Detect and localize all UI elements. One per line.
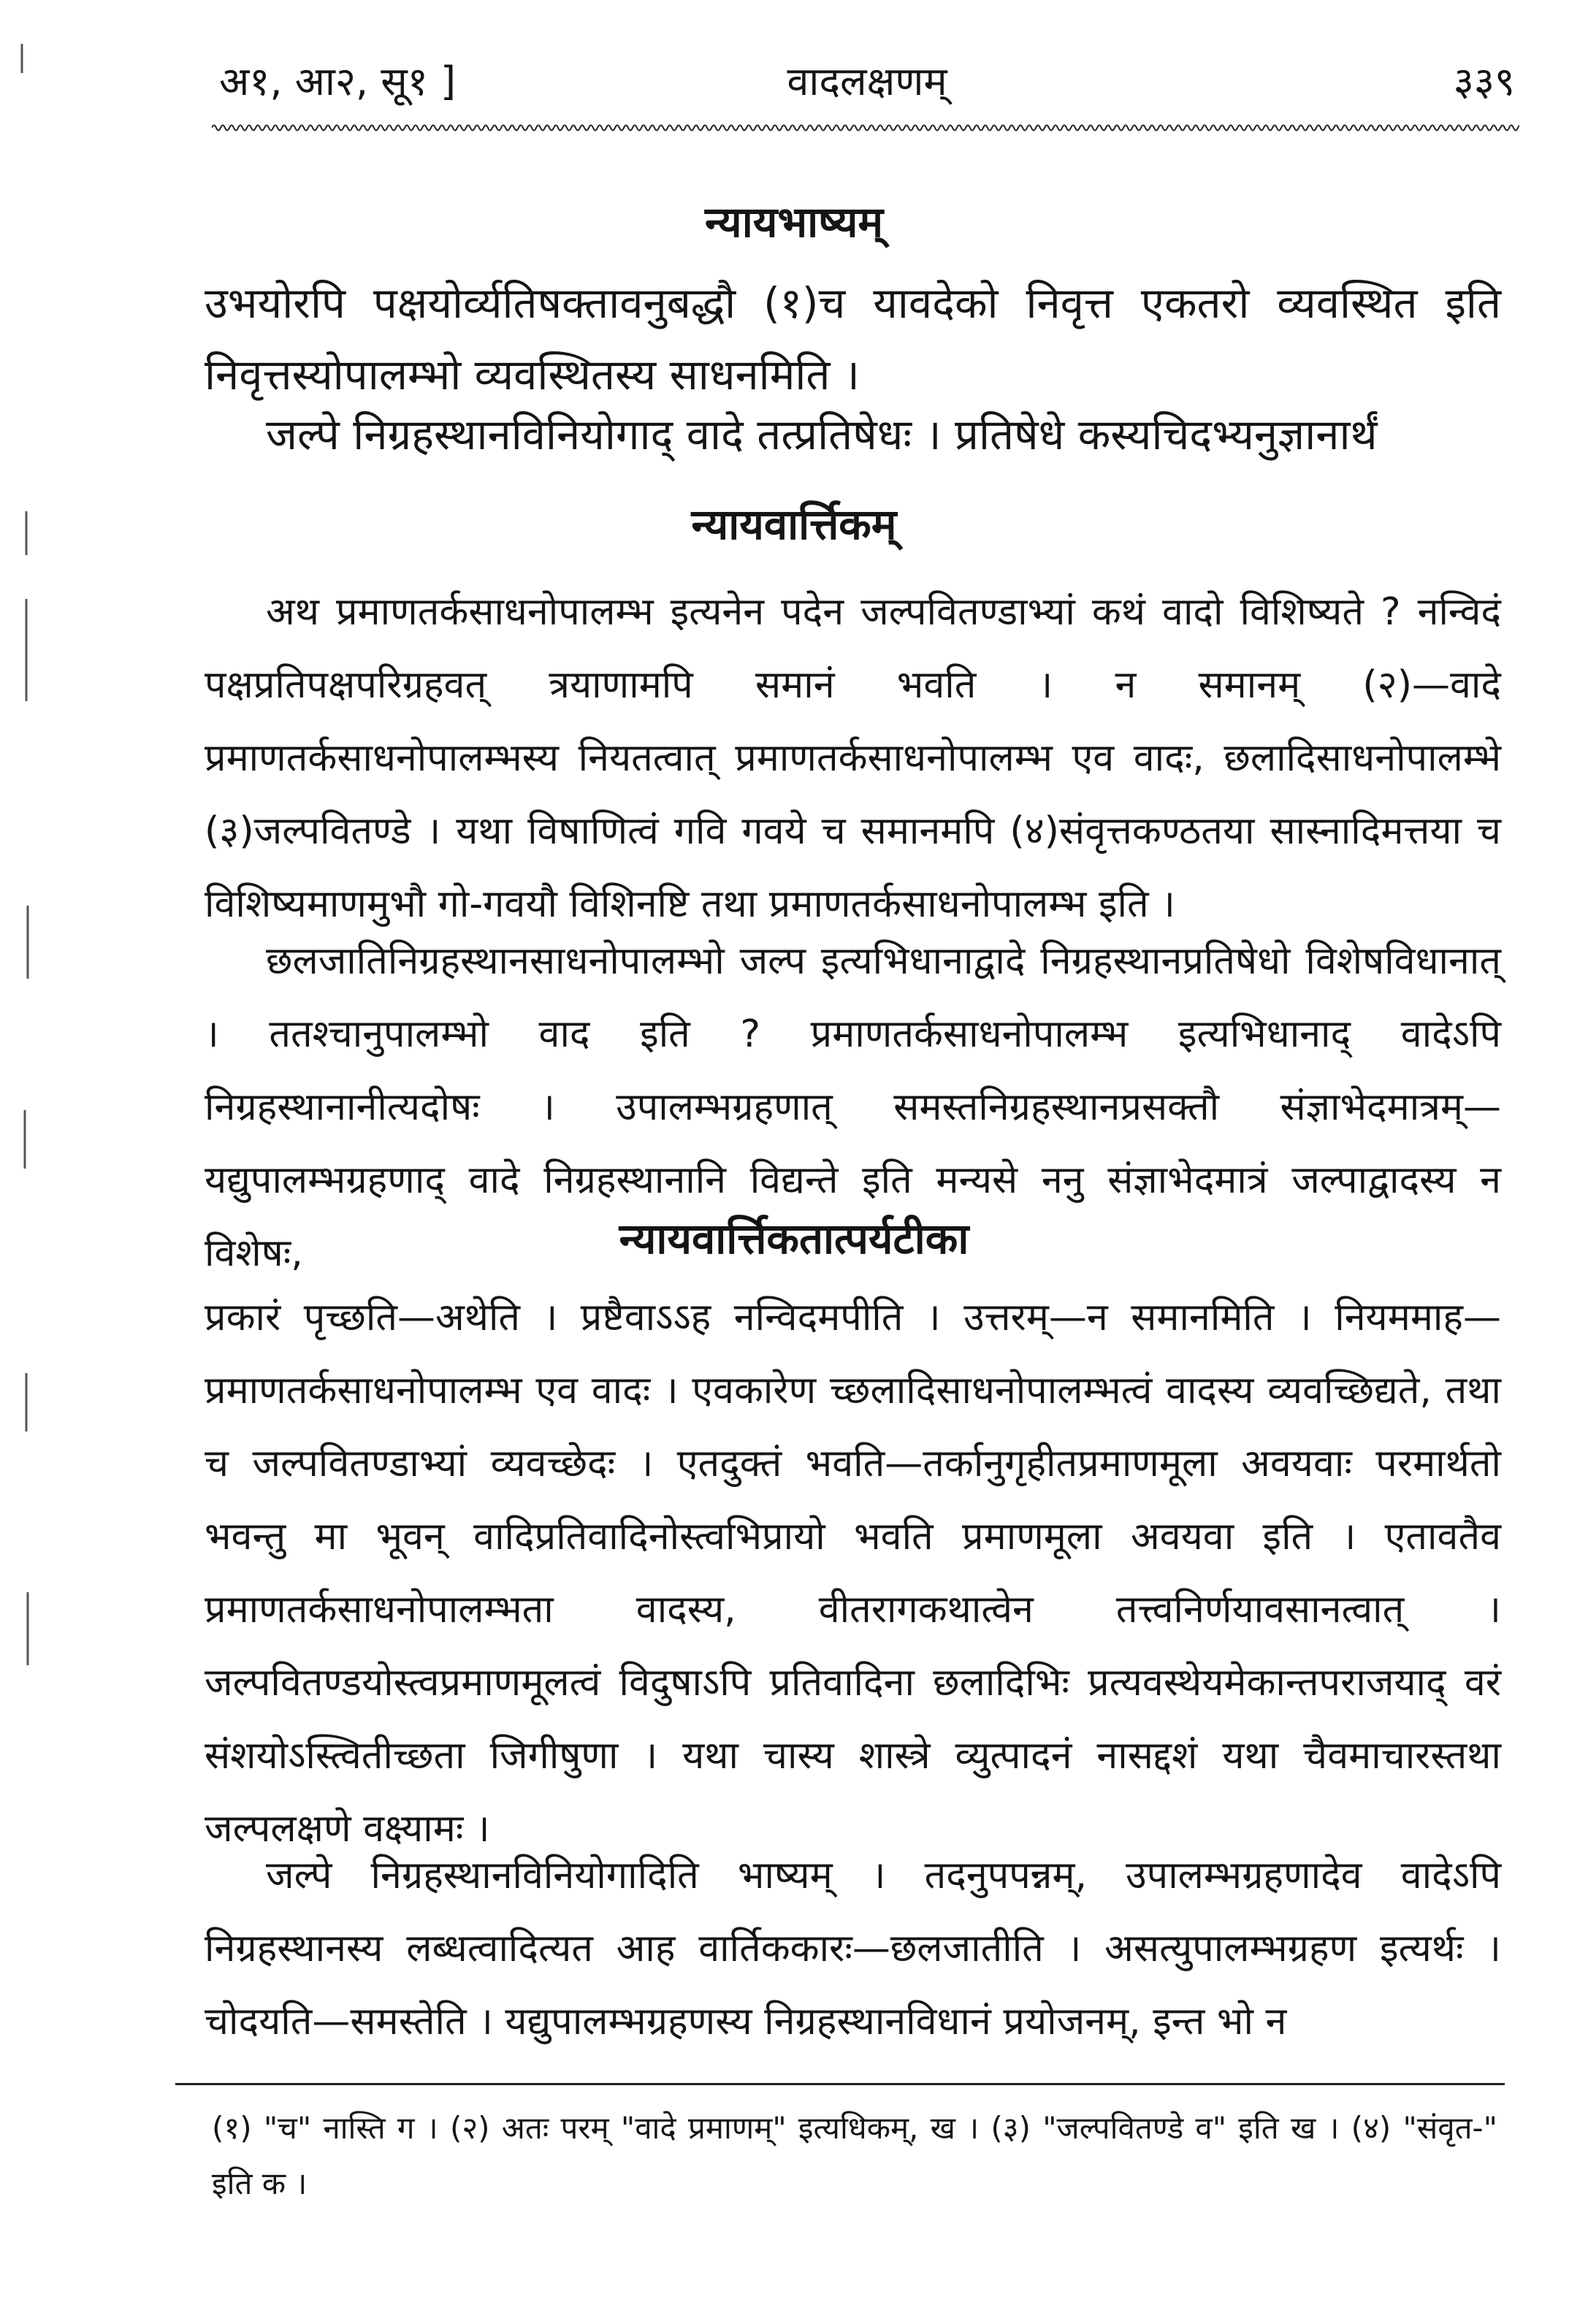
vartika-paragraph-2: छलजातिनिग्रहस्थानसाधनोपालम्भो जल्प इत्यभिधानाद्वादे निग्रहस्थानप्रतिषेधो विशेषविधानात् । ततश्चानुपालम्भो वाद इति ? प्रमाणतर्कसाधनोपालम्भ इत्यभिधानाद् वादेऽपि निग्रहस्थानानीत्यदोषः । उपालम्भग्रहणात् समस्तनिग्रहस्थानप्रसक्तौ संज्ञाभेदमात्रम्—यद्युपालम्भग्रहणाद् वादे निग्रहस्थानानि विद्यन्ते इति मन्यसे ननु संज्ञाभेदमात्रं जल्पाद्वादस्य न विशेषः, xyxy=(205,939,1501,1275)
footnote-rule xyxy=(175,2083,1505,2085)
header-wavy-rule xyxy=(212,121,1519,134)
tika-heading: न्यायवार्त्तिकतात्पर्यटीका xyxy=(619,1214,969,1264)
bhashya-paragraph-2: जल्पे निग्रहस्थानविनियोगाद् वादे तत्प्रतिषेधः । प्रतिषेधे कस्यचिदभ्यनुज्ञानार्थं xyxy=(266,410,1378,459)
footnotes: (१) "च" नास्ति ग । (२) अतः परम् "वादे प्रमाणम्" इत्यधिकम्, ख । (३) "जल्पवितण्डे व" इति ख । (४) "संवृत-" इति क । xyxy=(212,2110,1497,2201)
bhashya-heading: न्यायभाष्यम् xyxy=(704,197,884,247)
header-section-ref: अ१, आ२, सू१ ] xyxy=(219,58,457,104)
bhashya-paragraph-1: उभयोरपि पक्षयोर्व्यतिषक्तावनुबद्धौ (१)च यावदेको निवृत्त एकतरो व्यवस्थित इति निवृत्तस्योपालम्भो व्यवस्थितस्य साधनमिति । xyxy=(205,278,1501,400)
tika-paragraph-1: प्रकारं पृच्छति—अथेति । प्रष्टैवाऽऽह नन्विदमपीति । उत्तरम्—न समानमिति । नियममाह—प्रमाणतर्कसाधनोपालम्भ एव वादः । एवकारेण च्छलादिसाधनोपालम्भत्वं वादस्य व्यवच्छिद्यते, तथा च जल्पवितण्डाभ्यां व्यवच्छेदः । एतदुक्तं भवति—तर्कानुगृहीतप्रमाणमूला अवयवाः परमार्थतो भवन्तु मा भूवन् वादिप्रतिवादिनोस्त्वभिप्रायो भवति प्रमाणमूला अवयवा इति । एतावतैव प्रमाणतर्कसाधनोपालम्भता वादस्य, वीतरागकथात्वेन तत्त्वनिर्णयावसानत्वात् । जल्पवितण्डयोस्त्वप्रमाणमूलत्वं विदुषाऽपि प्रतिवादिना छलादिभिः प्रत्यवस्थेयमेकान्तपराजयाद् वरं संशयोऽस्त्विती‍च्छता जिगीषुणा । यथा चास्य शास्त्रे व्युत्पादनं नासद्दशं यथा चैवमाचारस्तथा जल्पलक्षणे वक्ष्यामः । xyxy=(205,1296,1501,1851)
binding-margin-marks xyxy=(0,0,58,2324)
tika-paragraph-2: जल्पे निग्रहस्थानविनियोगादिति भाष्यम् । तदनुपपन्नम्, उपालम्भग्रहणादेव वादेऽपि निग्रहस्थानस्य लब्धत्वादित्यत आह वार्तिककारः—छलजातीति । असत्युपालम्भग्रहण इत्यर्थः । चोदयति—समस्तेति । यद्युपालम्भग्रहणस्य निग्रहस्थानविधानं प्रयोजनम्, इन्त भो न xyxy=(205,1854,1501,2044)
header-title: वादलक्षणम् xyxy=(787,58,947,104)
vartika-paragraph-1: अथ प्रमाणतर्कसाधनोपालम्भ इत्यनेन पदेन जल्पवितण्डाभ्यां कथं वादो विशिष्यते ? नन्विदं पक्षप्रतिपक्षपरिग्रहवत् त्रयाणामपि समानं भवति । न समानम् (२)—वादे प्रमाणतर्कसाधनोपालम्भस्य नियतत्वात् प्रमाणतर्कसाधनोपालम्भ एव वादः, छलादिसाधनोपालम्भे (३)जल्पवितण्डे । यथा विषाणित्वं गवि गवये च समानमपि (४)संवृत्तकण्ठतया सास्नादिमत्तया च विशिष्यमाणमुभौ गो-गवयौ विशिनष्टि तथा प्रमाणतर्कसाधनोपालम्भ इति । xyxy=(205,590,1501,926)
page-number: ३३९ xyxy=(1453,58,1515,104)
running-header xyxy=(219,38,1515,111)
vartika-heading: न्यायवार्त्तिकम् xyxy=(691,500,897,549)
